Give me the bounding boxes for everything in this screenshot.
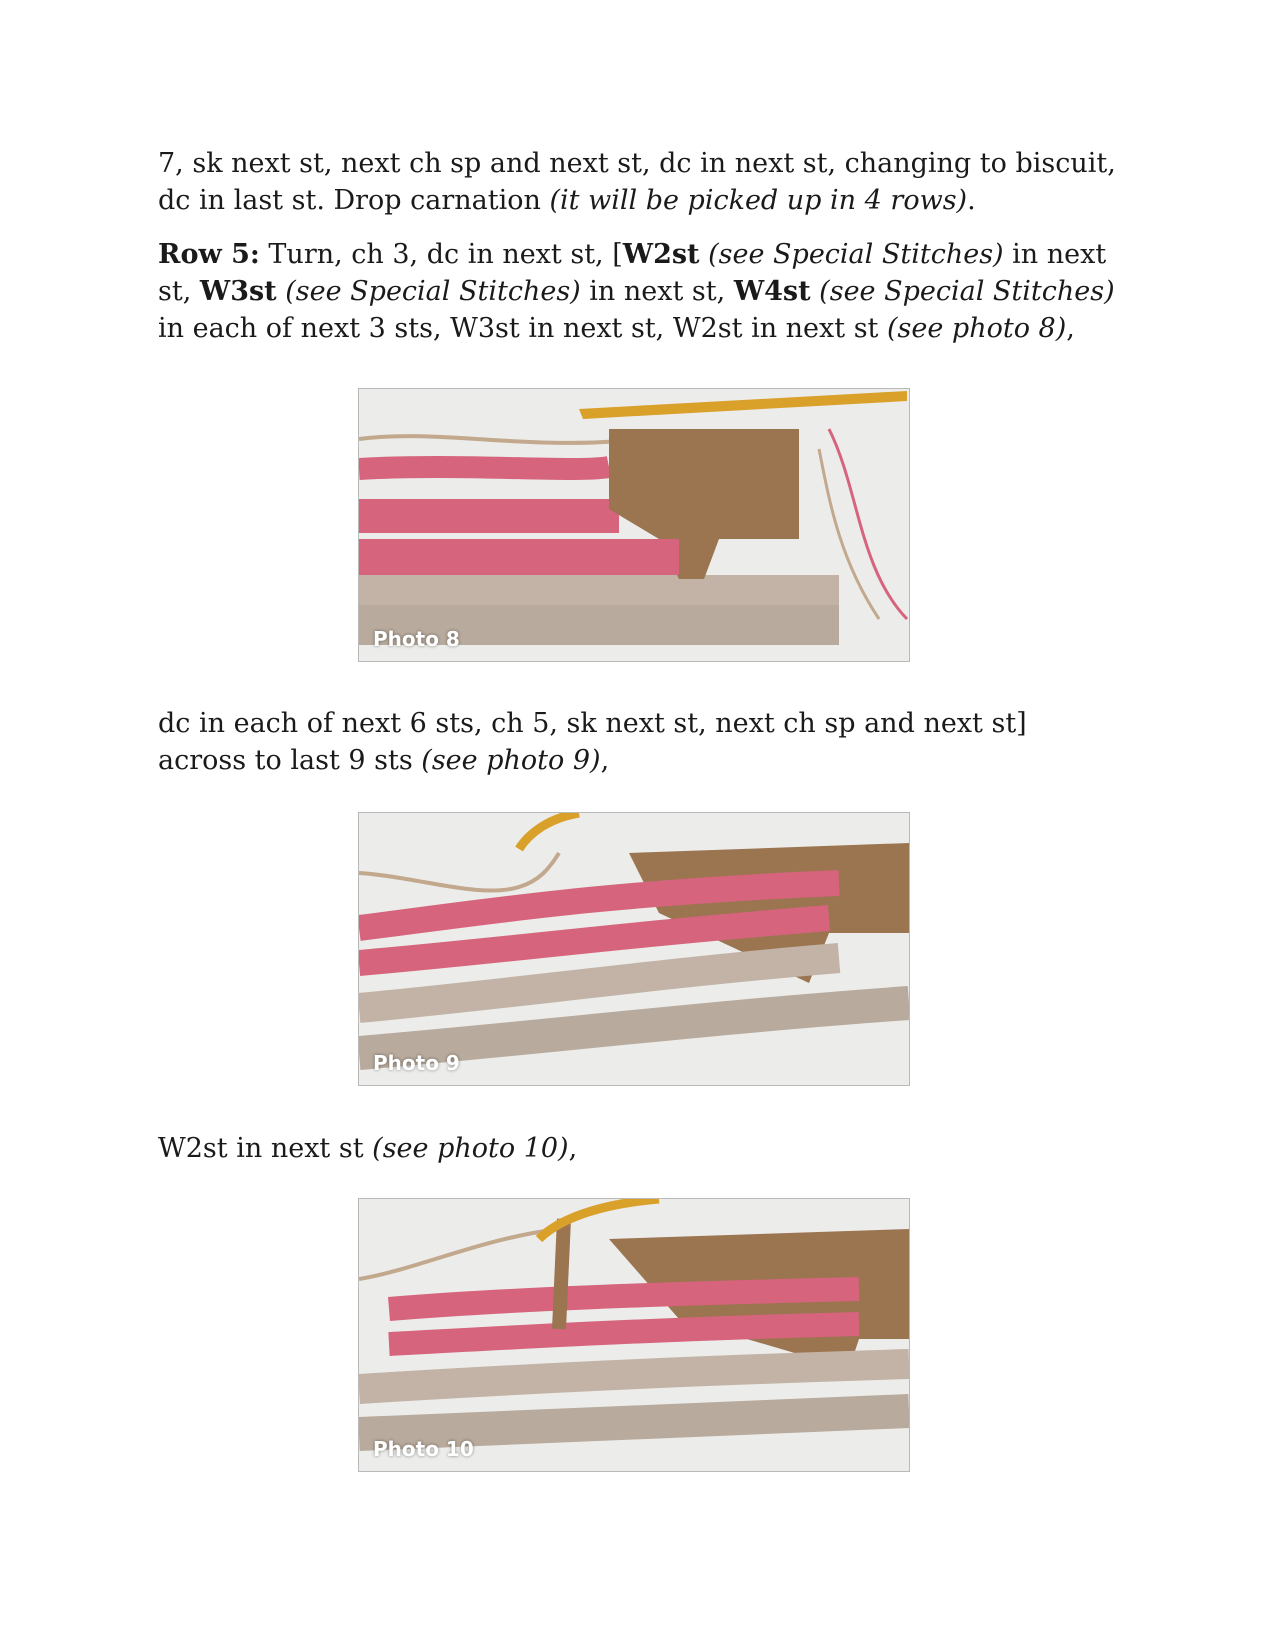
crochet-swatch-image <box>359 389 909 661</box>
paragraph-row5: Row 5: Turn, ch 3, dc in next st, [W2st (see Special Stitches) in next st, W3st (see Special Stitches) in next st, W4st (see Special Stitches) in each of next 3 sts, W3st in next st, W2st in next st (see photo 8), <box>158 239 1115 344</box>
photo-10 <box>358 1198 910 1472</box>
photo-8 <box>358 388 910 662</box>
photo-9-label: Photo 9 <box>373 1051 460 1075</box>
photo-9 <box>358 812 910 1086</box>
crochet-swatch-image <box>359 1199 909 1471</box>
crochet-swatch-image <box>359 813 909 1085</box>
photo-10-label: Photo 10 <box>373 1437 474 1461</box>
paragraph-row5-cont: dc in each of next 6 sts, ch 5, sk next st, next ch sp and next st] across to last 9 sts (see photo 9), <box>158 708 1027 776</box>
paragraph-w2st: W2st in next st (see photo 10), <box>158 1133 578 1164</box>
paragraph-row4-end: 7, sk next st, next ch sp and next st, dc in next st, changing to biscuit, dc in last st. Drop carnation (it will be picked up in 4 rows). <box>158 148 1116 216</box>
row-label: Row 5: <box>158 239 260 270</box>
photo-8-label: Photo 8 <box>373 627 460 651</box>
